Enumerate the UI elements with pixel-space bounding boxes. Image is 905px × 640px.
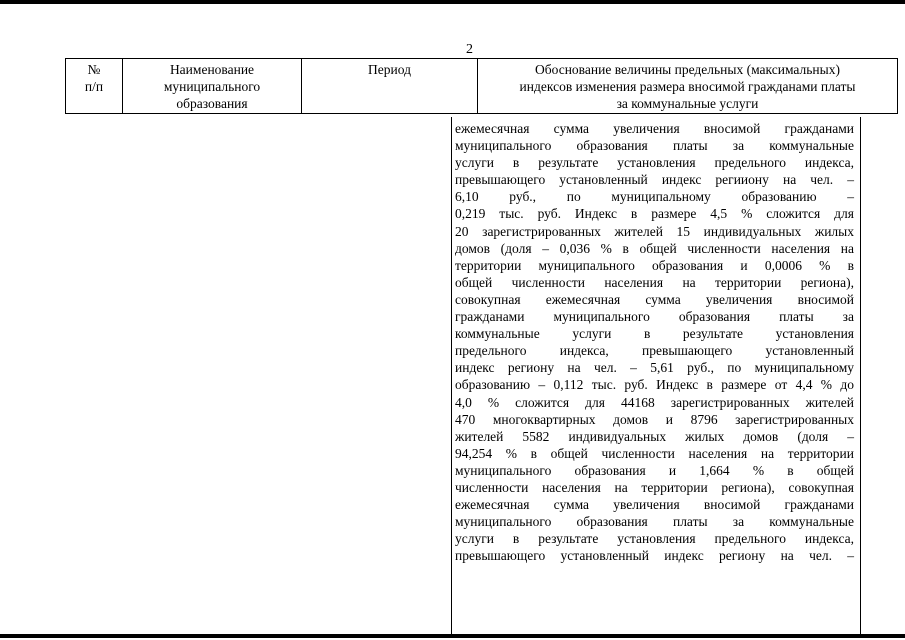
text-line: 6,10 руб., по муниципальному образованию – xyxy=(455,189,854,205)
text-line: муниципального образования и 1,664 % в общей xyxy=(455,462,854,478)
text-line: ежемесячная сумма увеличения вносимой гражданами xyxy=(455,121,854,136)
text-line: превышающего установленный индекс регииону на чел. – xyxy=(455,172,854,188)
column-divider-right xyxy=(860,117,861,634)
header-justification-line: Обоснование величины предельных (максимальных) xyxy=(535,62,840,77)
text-line: образованию – 0,112 тыс. руб. Индекс в размере от 4,4 % до xyxy=(455,377,854,393)
header-cell-number xyxy=(66,59,123,114)
text-line: 20 зарегистрированных жителей 15 индивидуальных жилых xyxy=(455,223,854,239)
text-line: 94,254 % в общей численности населения на территории xyxy=(455,445,854,461)
text-line: индекс региону на чел. – 5,61 руб., по муниципальному xyxy=(455,360,854,376)
header-municipality-line: Наименование xyxy=(169,62,255,77)
text-line: коммунальные услуги в результате установления xyxy=(455,326,854,342)
text-line: услуги в результате установления предельного индекса, xyxy=(455,155,854,171)
text-line: предельного индекса, превышающего установленный xyxy=(455,343,854,359)
header-cell-municipality xyxy=(123,59,302,114)
text-line: превышающего установленный индекс региону на чел. – xyxy=(455,548,854,564)
text-line: домов (доля – 0,036 % в общей численности населения на xyxy=(455,240,854,256)
top-border xyxy=(0,0,905,4)
text-line: муниципального образования платы за коммунальные xyxy=(455,138,854,154)
header-number-line: п/п xyxy=(84,79,104,94)
text-line: территории муниципального образования и 0,0006 % в xyxy=(455,257,854,273)
text-line: жителей 5582 индивидуальных жилых домов (доля – xyxy=(455,428,854,444)
text-line: 4,0 % сложится для 44168 зарегистрированных жителей xyxy=(455,394,854,410)
text-line: 470 многоквартирных домов и 8796 зарегистрированных xyxy=(455,411,854,427)
text-line: общей численности населения на территории региона), xyxy=(455,274,854,290)
justification-text xyxy=(455,120,854,564)
header-number-line: № xyxy=(87,62,101,77)
text-line: совокупная ежемесячная сумма увеличения вносимой xyxy=(455,291,854,307)
text-line: численности населения на территории региона), совокупная xyxy=(455,479,854,495)
header-cell-period xyxy=(302,59,478,114)
text-line: муниципального образования платы за коммунальные xyxy=(455,514,854,530)
text-line: гражданами муниципального образования платы за xyxy=(455,309,854,325)
header-cell-justification xyxy=(478,59,898,114)
header-municipality-line: образования xyxy=(176,96,248,111)
header-municipality-line: муниципального xyxy=(163,79,261,94)
column-divider-left xyxy=(451,117,452,634)
text-line: услуги в результате установления предельного индекса, xyxy=(455,531,854,547)
table-header xyxy=(65,58,898,114)
bottom-border xyxy=(0,634,905,638)
text-line: 0,219 тыс. руб. Индекс в размере 4,5 % сложится для xyxy=(455,206,854,222)
header-justification-line: индексов изменения размера вносимой гражданами платы xyxy=(519,79,856,94)
page-number: 2 xyxy=(466,42,473,57)
header-justification-line: за коммунальные услуги xyxy=(616,96,759,111)
text-line: ежемесячная сумма увеличения вносимой гражданами xyxy=(455,497,854,513)
header-period-label: Период xyxy=(368,62,411,77)
